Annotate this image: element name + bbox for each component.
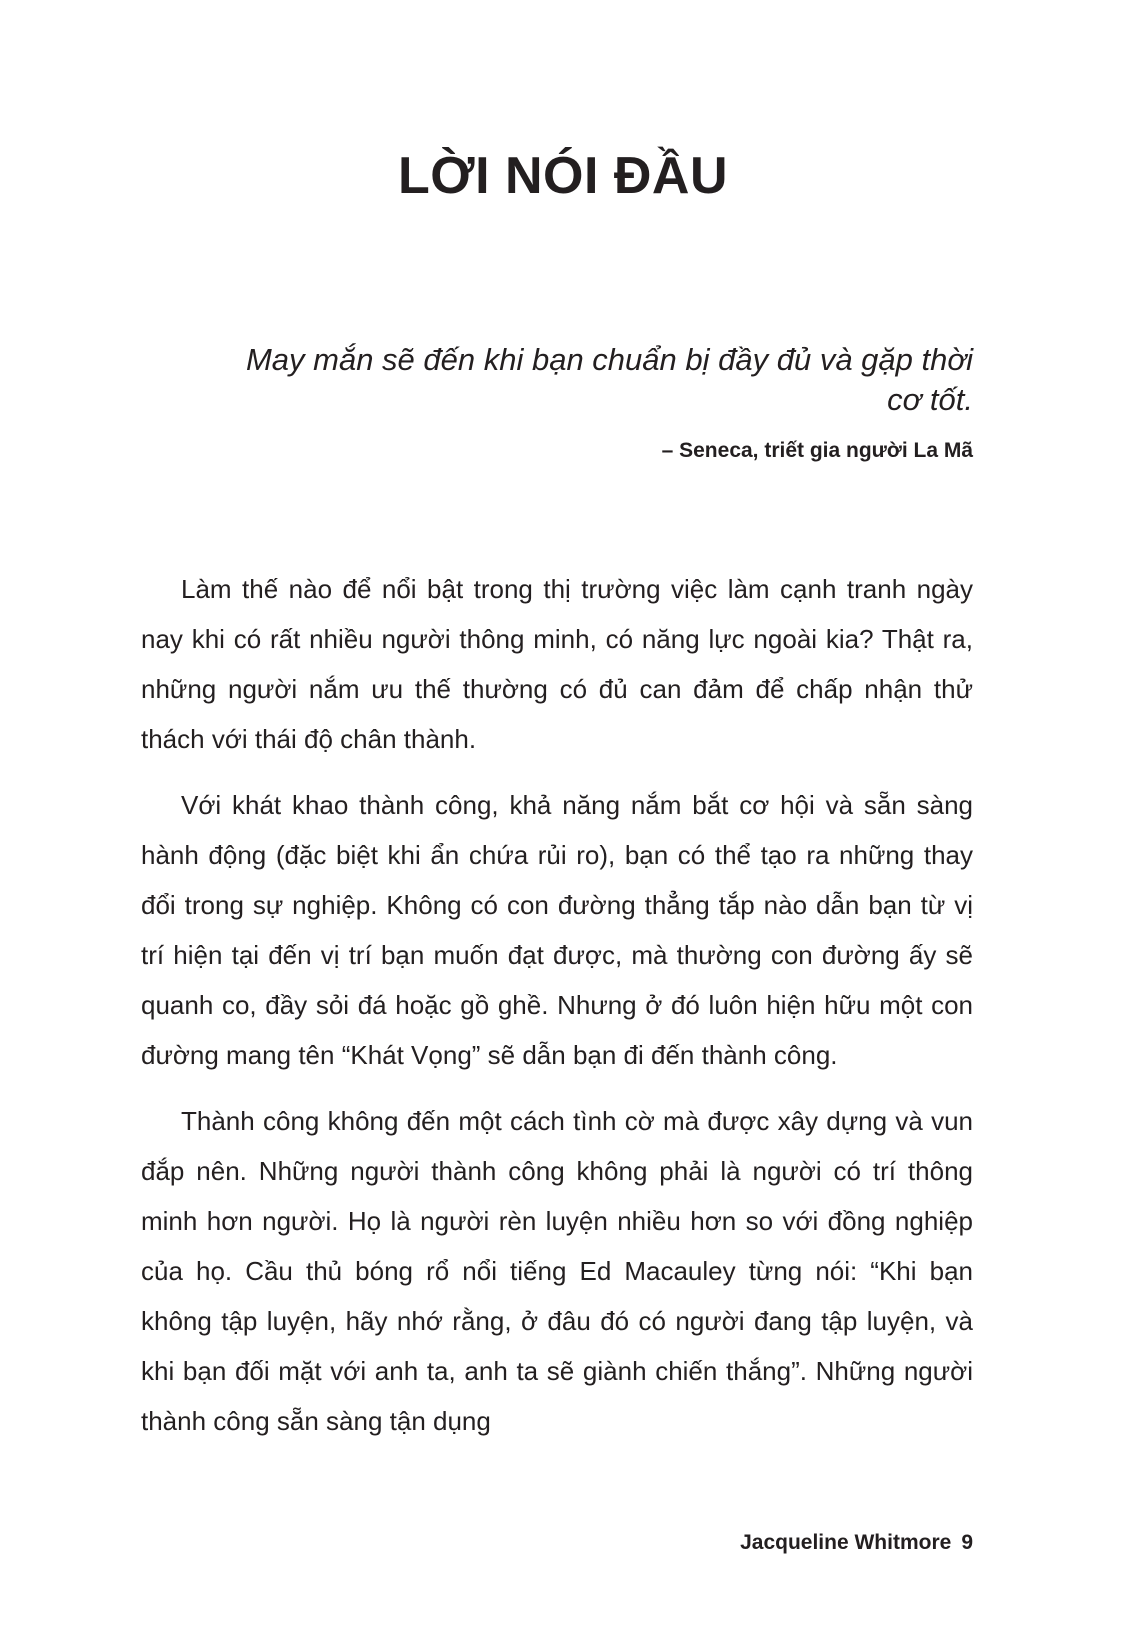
paragraph: Làm thế nào để nổi bật trong thị trường việc làm cạnh tranh ngày nay khi có rất nhiều người thông minh, có năng lực ngoài kia? Thật ra, những người nắm ưu thế thường có đủ can đảm để chấp nhận thử thách với thái độ chân thành. [141,574,973,754]
footer-author: Jacqueline Whitmore [740,1531,952,1554]
paragraph: Với khát khao thành công, khả năng nắm bắt cơ hội và sẵn sàng hành động (đặc biệt khi ẩn chứa rủi ro), bạn có thể tạo ra những thay đổi trong sự nghiệp. Không có con đường thẳng tắp nào dẫn bạn từ vị trí hiện tại đến vị trí bạn muốn đạt được, mà thường con đường ấy sẽ quanh co, đầy sỏi đá hoặc gồ ghề. Nhưng ở đó luôn hiện hữu một con đường mang tên “Khát Vọng” sẽ dẫn bạn đi đến thành công. [141,790,973,1070]
chapter-title: LỜI NÓI ĐẦU [397,147,729,205]
epigraph-quote: May mắn sẽ đến khi bạn chuẩn bị đầy đủ và gặp thời cơ tốt. [245,342,973,417]
epigraph [220,340,973,464]
page-footer [740,1530,973,1556]
epigraph-author: – Seneca, triết gia người La Mã [661,439,973,462]
body-text [141,564,973,1462]
page-number: 9 [961,1531,973,1554]
paragraph: Thành công không đến một cách tình cờ mà được xây dựng và vun đắp nên. Những người thành công không phải là người có trí thông minh hơn người. Họ là người rèn luyện nhiều hơn so với đồng nghiệp của họ. Cầu thủ bóng rổ nổi tiếng Ed Macauley từng nói: “Khi bạn không tập luyện, hãy nhớ rằng, ở đâu đó có người đang tập luyện, và khi bạn đối mặt với anh ta, anh ta sẽ giành chiến thắng”. Những người thành công sẵn sàng tận dụng [141,1106,973,1436]
